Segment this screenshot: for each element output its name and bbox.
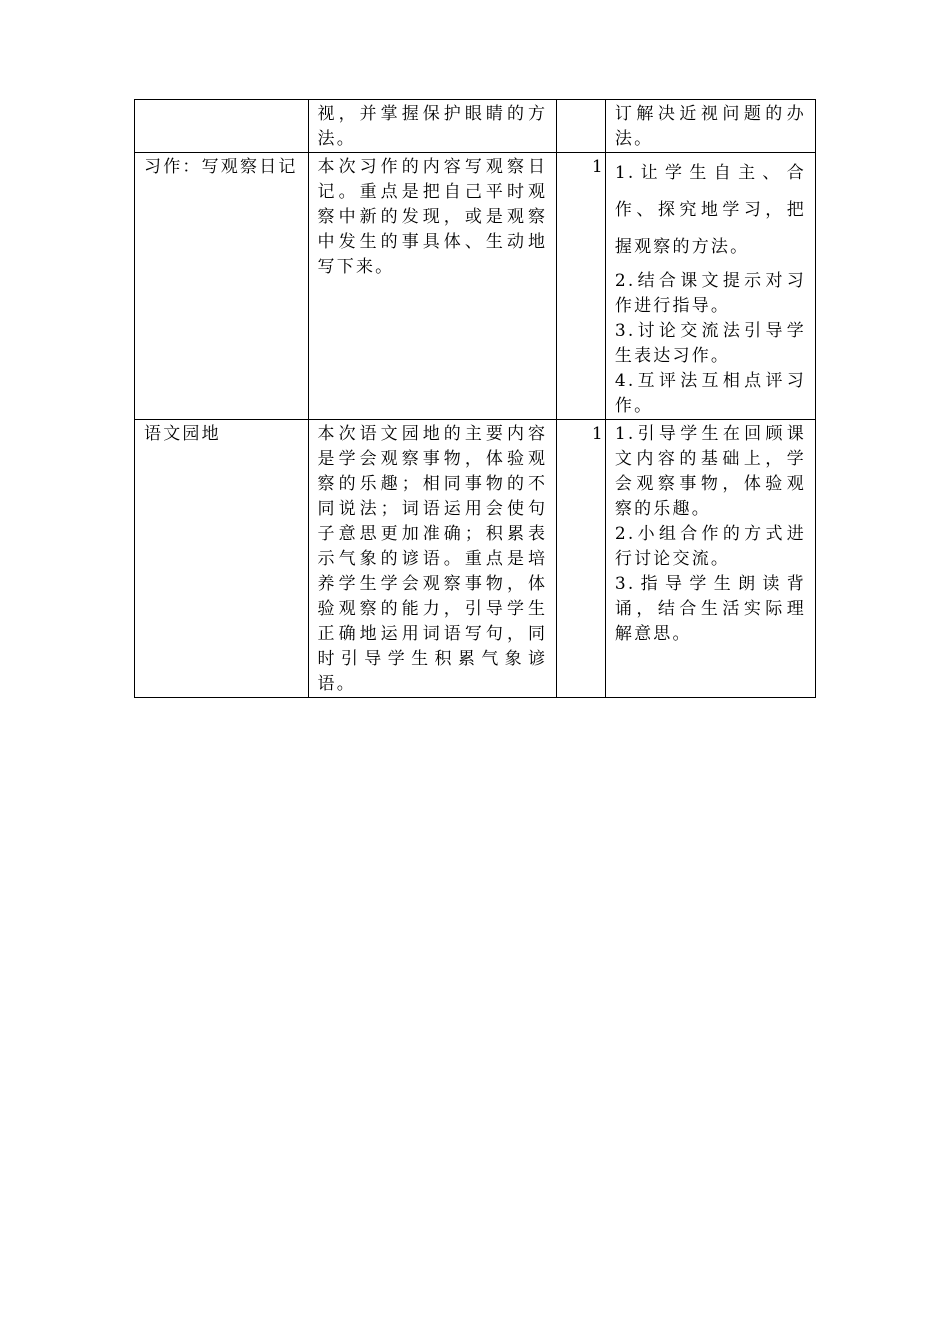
method-item: 4.互评法互相点评习作。 (614, 371, 806, 416)
table-row (135, 153, 816, 420)
teaching-plan-table (134, 99, 816, 698)
table-row (135, 100, 816, 153)
method-item: 2.结合课文提示对习作进行指导。 (614, 271, 806, 316)
method-item: 1.引导学生在回顾课文内容的基础上，学会观察事物，体验观察的乐趣。 (614, 424, 806, 519)
method-item: 3.讨论交流法引导学生表达习作。 (614, 321, 806, 366)
method-cell (605, 420, 815, 698)
method-item: 3.指导学生朗读背诵，结合生活实际理解意思。 (614, 574, 806, 644)
unit-cell: 习作：写观察日记 (135, 153, 309, 420)
content-cell: 本次语文园地的主要内容是学会观察事物，体验观察的乐趣；相同事物的不同说法；词语运用会使句子意思更加准确；积累表示气象的谚语。重点是培养学生学会观察事物，体验观察的能力，引导学生正确地运用词语写句，同时引导学生积累气象谚语。 (308, 420, 557, 698)
method-item: 订解决近视问题的办法。 (614, 104, 806, 149)
method-cell (605, 100, 815, 153)
unit-cell: 语文园地 (135, 420, 309, 698)
hours-cell: 1 (557, 153, 606, 420)
method-item: 2.小组合作的方式进行讨论交流。 (614, 524, 806, 569)
content-cell: 本次习作的内容写观察日记。重点是把自己平时观察中新的发现，或是观察中发生的事具体、生动地写下来。 (308, 153, 557, 420)
unit-cell (135, 100, 309, 153)
table-row (135, 420, 816, 698)
method-cell (605, 153, 815, 420)
method-item: 1.让学生自主、合作、探究地学习，把握观察的方法。 (614, 163, 806, 257)
hours-cell: 1 (557, 420, 606, 698)
hours-cell (557, 100, 606, 153)
content-cell: 视，并掌握保护眼睛的方法。 (308, 100, 557, 153)
